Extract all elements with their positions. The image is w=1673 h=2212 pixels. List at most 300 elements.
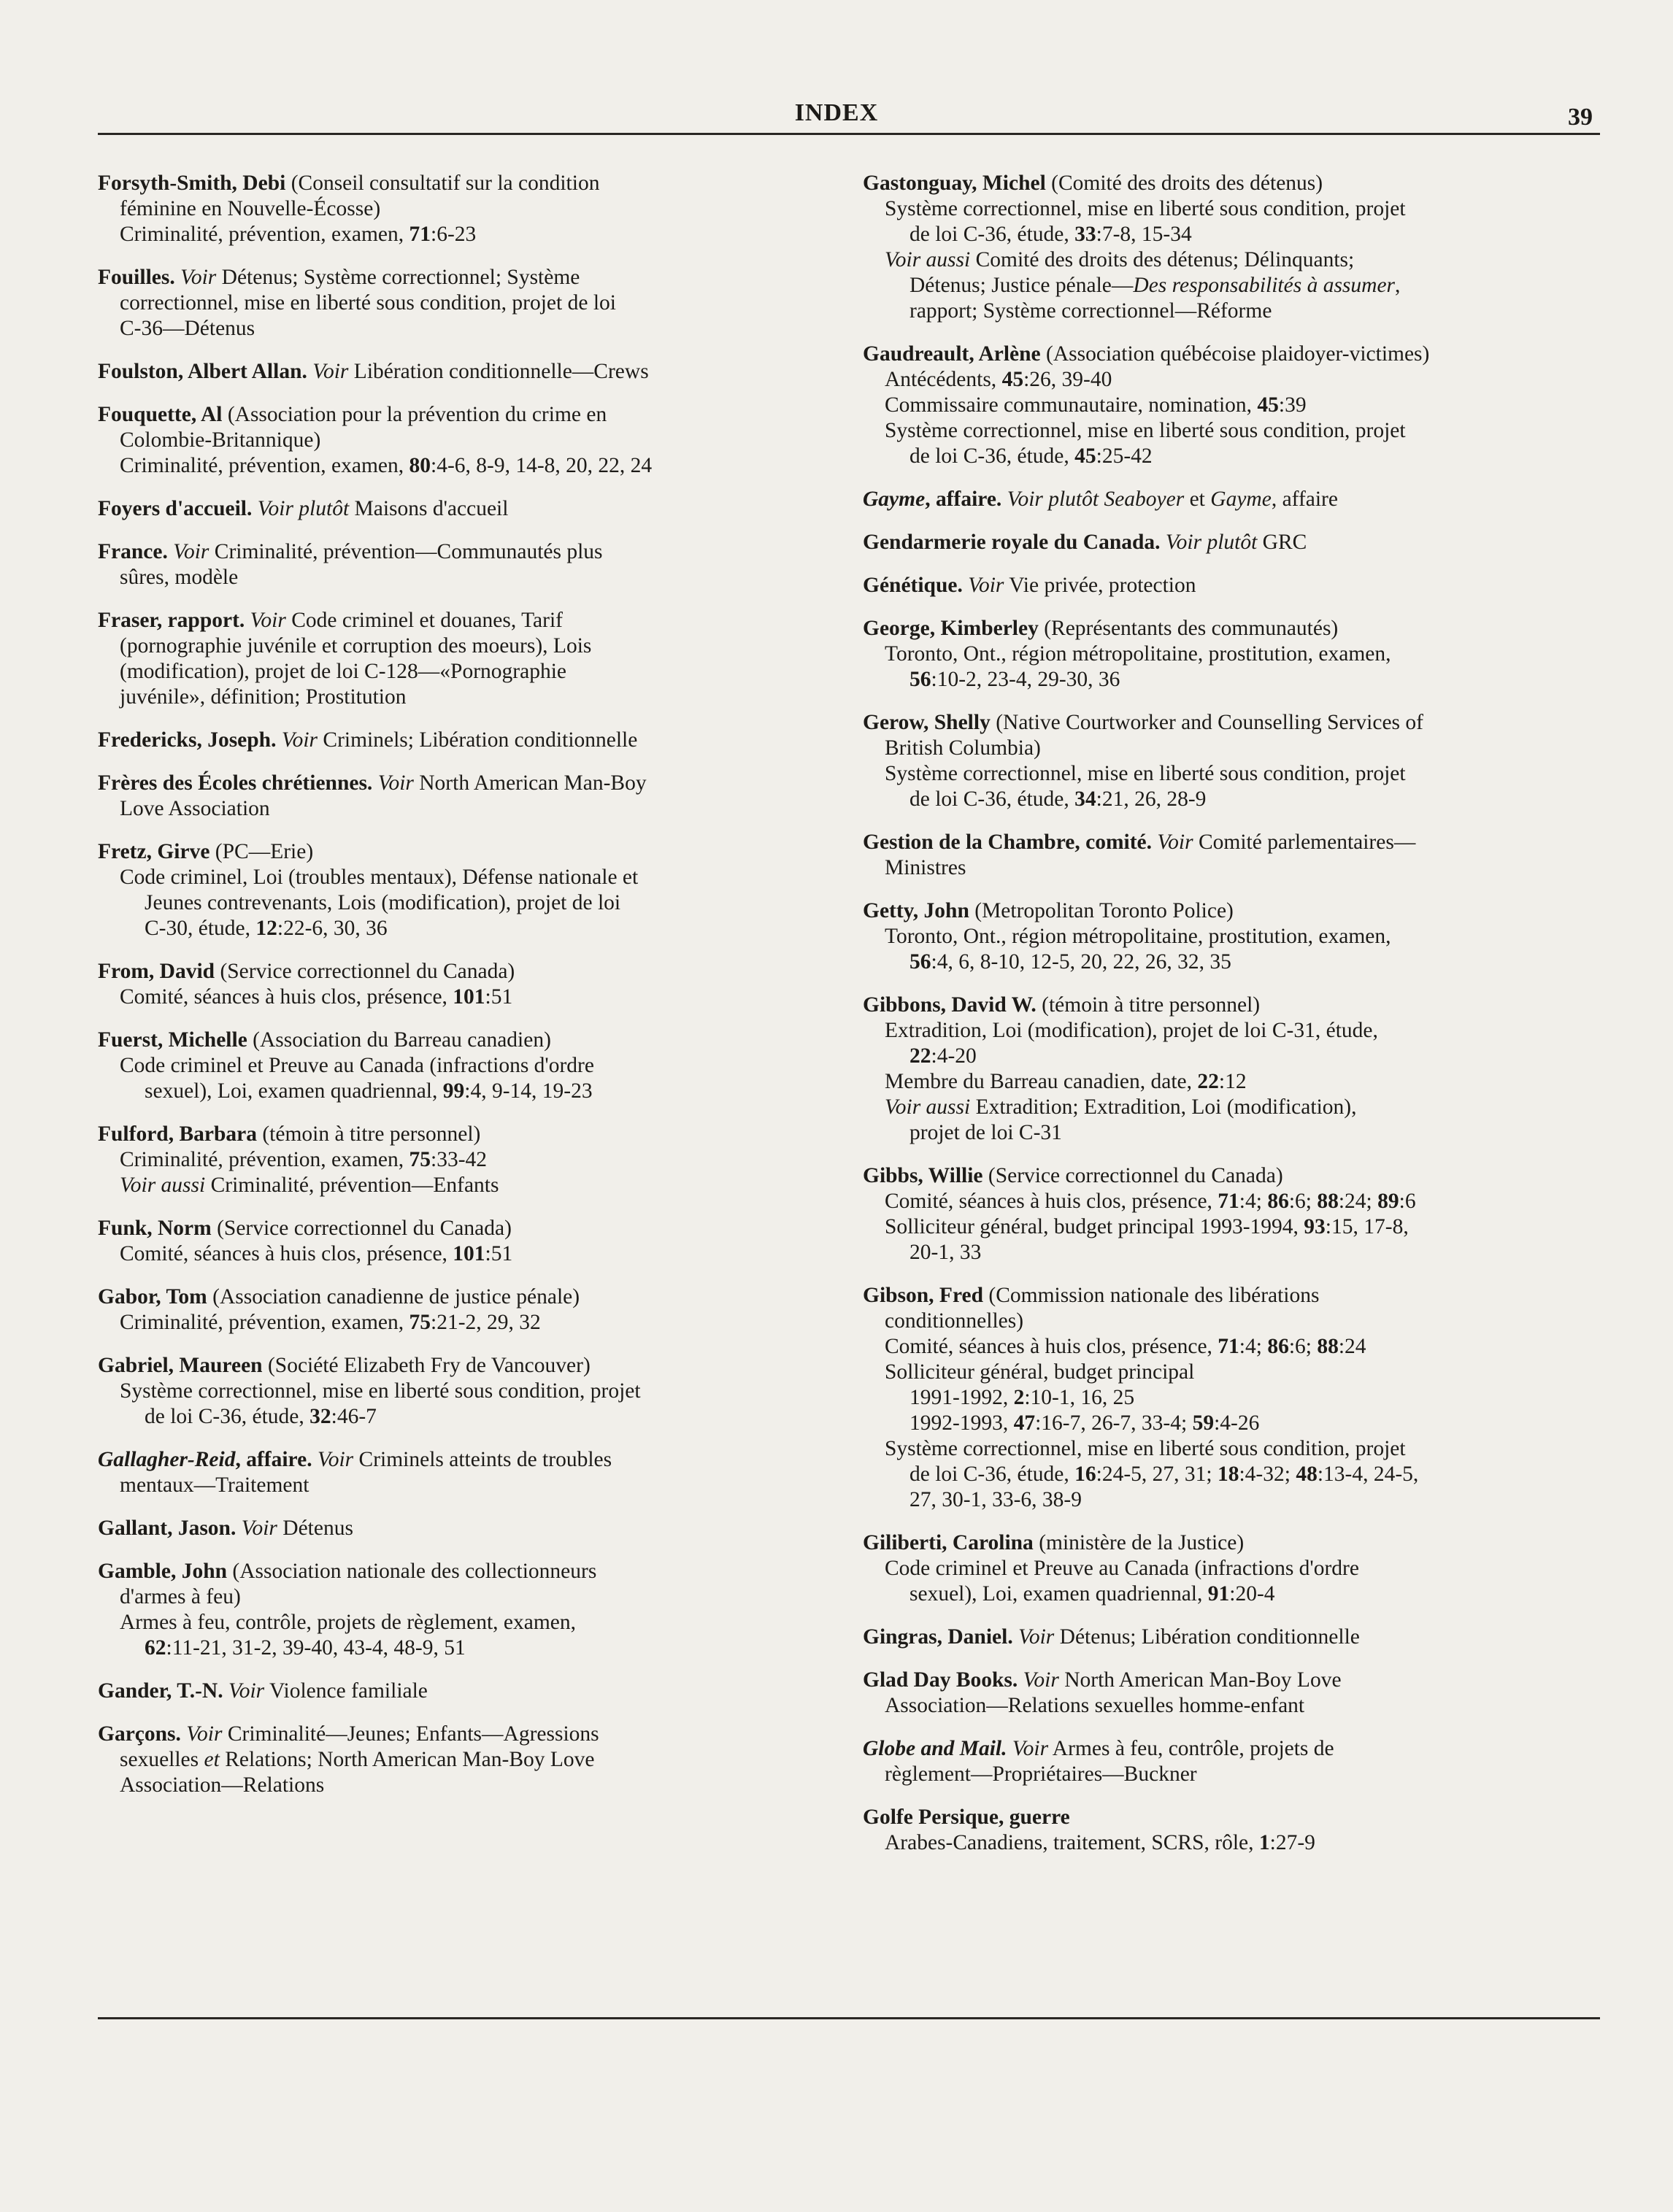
index-text: [312, 1448, 318, 1471]
index-text: Voir: [1012, 1737, 1049, 1760]
index-text: (ministère de la Justice): [1033, 1531, 1245, 1554]
index-entry: [98, 608, 812, 710]
index-text: Voir: [250, 609, 286, 632]
index-line: [863, 855, 1593, 881]
index-text: sexuel), Loi, examen quadriennal,: [145, 1079, 443, 1103]
index-entry: [98, 496, 812, 522]
index-text: (Association québécoise plaidoyer-victimes): [1040, 342, 1430, 366]
index-text: [175, 266, 180, 289]
index-line: [863, 1334, 1593, 1360]
index-text: et: [1184, 488, 1211, 511]
index-text: et: [204, 1748, 220, 1771]
index-text: 1992-1993,: [909, 1411, 1014, 1435]
index-text: Extradition; Extradition, Loi (modification),: [970, 1095, 1357, 1119]
index-text: Gibbons, David W.: [863, 993, 1037, 1017]
index-line: [98, 839, 812, 865]
index-line: [98, 1447, 812, 1473]
index-text: 71: [1218, 1190, 1239, 1213]
index-text: :16-7, 26-7, 33-4;: [1035, 1411, 1193, 1435]
index-text: :27-9: [1269, 1831, 1315, 1854]
index-text: Système correctionnel, mise en liberté sous condition, projet: [885, 197, 1406, 220]
index-text: 33: [1074, 223, 1096, 246]
index-text: (Native Courtworker and Counselling Services of: [990, 711, 1423, 734]
index-text: Maisons d'accueil: [349, 497, 509, 520]
index-line: [98, 959, 812, 984]
index-text: Voir: [317, 1448, 354, 1471]
index-text: North American Man-Boy: [413, 771, 647, 795]
index-text: [252, 497, 257, 520]
page-title: INDEX: [794, 99, 879, 126]
index-line: [98, 984, 812, 1010]
index-text: :4, 6, 8-10, 12-5, 20, 22, 26, 32, 35: [931, 950, 1231, 974]
index-line: [98, 1722, 812, 1747]
index-line: [98, 771, 812, 796]
index-line: [863, 1668, 1593, 1693]
index-text: (pornographie juvénile et corruption des moeurs), Lois: [120, 634, 592, 658]
index-text: :4;: [1239, 1335, 1268, 1358]
index-text: :6-23: [431, 223, 477, 246]
index-line: [98, 796, 812, 822]
index-text: 62: [145, 1636, 166, 1660]
index-line: [98, 1404, 812, 1430]
index-line: [98, 1584, 812, 1610]
index-entry: [98, 1559, 812, 1661]
index-line: [98, 265, 812, 290]
index-text: :6: [1399, 1190, 1416, 1213]
index-line: [98, 171, 812, 196]
index-line: [863, 1411, 1593, 1436]
index-text: Comité, séances à huis clos, présence,: [120, 985, 453, 1009]
index-text: Voir: [1018, 1625, 1055, 1649]
index-text: Système correctionnel, mise en liberté sous condition, projet: [120, 1379, 641, 1403]
index-text: Système correctionnel, mise en liberté sous condition, projet: [885, 762, 1406, 785]
index-line: [98, 1284, 812, 1310]
index-line: [863, 1214, 1593, 1240]
index-text: (témoin à titre personnel): [256, 1122, 481, 1146]
index-text: [1013, 1625, 1018, 1649]
index-line: [863, 367, 1593, 393]
index-entry: [98, 1284, 812, 1336]
index-text: 101: [453, 985, 485, 1009]
index-text: sexuelles: [120, 1748, 204, 1771]
index-text: [276, 728, 281, 752]
index-text: 88: [1317, 1190, 1339, 1213]
index-text: 27, 30-1, 33-6, 38-9: [909, 1488, 1082, 1511]
index-text: juvénile», définition; Prostitution: [120, 685, 407, 709]
index-text: (PC—Erie): [209, 840, 314, 863]
index-text: 47: [1013, 1411, 1036, 1435]
index-line: [863, 1625, 1593, 1650]
index-line: [863, 487, 1593, 512]
index-text: :4-32;: [1239, 1463, 1296, 1486]
index-text: North American Man-Boy Love: [1058, 1668, 1342, 1692]
index-text: Fretz, Girve: [98, 840, 210, 863]
index-line: [863, 1762, 1593, 1787]
index-line: [98, 1516, 812, 1541]
index-text: 22: [1197, 1070, 1219, 1093]
index-text: Des responsabilités à assumer: [1133, 274, 1396, 297]
index-text: Voir aussi: [885, 248, 971, 271]
index-line: [863, 1240, 1593, 1265]
index-line: [863, 222, 1593, 247]
index-line: [98, 1635, 812, 1661]
index-line: [98, 1559, 812, 1584]
index-text: :4;: [1239, 1190, 1268, 1213]
index-line: [863, 1069, 1593, 1095]
index-text: 86: [1267, 1335, 1289, 1358]
index-line: [863, 1556, 1593, 1581]
index-text: Gallant, Jason.: [98, 1517, 236, 1540]
index-entry: [863, 573, 1593, 598]
index-text: Criminalité, prévention—Enfants: [205, 1174, 499, 1197]
index-text: Système correctionnel, mise en liberté sous condition, projet: [885, 419, 1406, 442]
index-line: [98, 685, 812, 710]
index-text: [372, 771, 377, 795]
index-entry: [863, 1668, 1593, 1719]
index-text: (Commission nationale des libérations: [983, 1284, 1320, 1307]
index-line: [863, 1530, 1593, 1556]
index-text: :10-1, 16, 25: [1024, 1386, 1135, 1409]
index-text: 89: [1377, 1190, 1399, 1213]
index-text: :33-42: [431, 1148, 488, 1171]
index-line: [98, 659, 812, 685]
index-text: 45: [1257, 393, 1279, 417]
index-line: [863, 196, 1593, 222]
index-text: 20-1, 33: [909, 1241, 982, 1264]
index-text: Association—Relations: [120, 1773, 325, 1797]
index-text: de loi C-36, étude,: [909, 223, 1075, 246]
index-text: Libération conditionnelle—Crews: [348, 360, 649, 383]
index-text: Gendarmerie royale du Canada.: [863, 531, 1161, 554]
index-text: Criminalité, prévention—Communautés plus: [209, 540, 603, 563]
index-line: [863, 616, 1593, 641]
index-text: France.: [98, 540, 168, 563]
index-text: Jeunes contrevenants, Lois (modification), projet de loi: [145, 891, 621, 914]
index-text: Voir: [186, 1722, 223, 1746]
index-text: Voir: [377, 771, 414, 795]
index-text: Voir: [1023, 1668, 1059, 1692]
index-text: 16: [1074, 1463, 1096, 1486]
index-line: [863, 1385, 1593, 1411]
index-text: Relations; North American Man-Boy Love: [219, 1748, 595, 1771]
index-line: [863, 1018, 1593, 1044]
index-line: [863, 1163, 1593, 1189]
index-text: correctionnel, mise en liberté sous condition, projet de loi: [120, 291, 616, 315]
index-text: règlement—Propriétaires—Buckner: [885, 1762, 1197, 1786]
index-text: mentaux—Traitement: [120, 1473, 309, 1497]
index-text: Frères des Écoles chrétiennes.: [98, 771, 373, 795]
index-text: Voir: [180, 266, 217, 289]
index-text: de loi C-36, étude,: [909, 1463, 1075, 1486]
index-text: :24: [1338, 1335, 1366, 1358]
index-line: [863, 247, 1593, 273]
index-line: [863, 830, 1593, 855]
index-text: Détenus; Système correctionnel; Système: [216, 266, 580, 289]
index-line: [863, 444, 1593, 469]
index-text: GRC: [1257, 531, 1307, 554]
index-line: [98, 1079, 812, 1104]
index-line: [863, 418, 1593, 444]
index-line: [98, 1610, 812, 1635]
index-entry: [863, 530, 1593, 555]
index-entry: [863, 1163, 1593, 1265]
index-text: , affaire: [1271, 488, 1338, 511]
index-text: ,: [1395, 274, 1401, 297]
index-entry: [98, 1679, 812, 1704]
index-text: Comité parlementaires—: [1193, 831, 1416, 854]
index-text: Voir: [228, 1679, 265, 1703]
index-line: [98, 1028, 812, 1053]
index-entry: [863, 1530, 1593, 1607]
index-line: [863, 761, 1593, 787]
index-text: Criminalité, prévention, examen,: [120, 223, 409, 246]
index-text: Fuerst, Michelle: [98, 1028, 247, 1052]
index-text: (Association canadienne de justice pénale): [207, 1285, 580, 1309]
index-text: Solliciteur général, budget principal 1993-1994,: [885, 1215, 1304, 1238]
index-text: Voir plutôt Seaboyer: [1007, 488, 1185, 511]
index-entry: [863, 710, 1593, 812]
index-text: Gibson, Fred: [863, 1284, 984, 1307]
index-entry: [98, 1516, 812, 1541]
index-text: Fraser, rapport.: [98, 609, 245, 632]
index-text: :22-6, 30, 36: [277, 917, 388, 940]
index-entry: [98, 839, 812, 941]
index-text: 12: [255, 917, 277, 940]
index-text: Détenus; Libération conditionnelle: [1054, 1625, 1360, 1649]
index-line: [863, 342, 1593, 367]
index-text: Golfe Persique, guerre: [863, 1806, 1070, 1829]
index-text: conditionnelles): [885, 1309, 1024, 1333]
index-text: Gabor, Tom: [98, 1285, 207, 1309]
index-line: [98, 222, 812, 247]
index-text: :12: [1218, 1070, 1247, 1093]
index-text: Voir aussi: [120, 1174, 206, 1197]
index-text: :51: [485, 985, 513, 1009]
index-text: :20-4: [1229, 1582, 1275, 1606]
index-line: [863, 1487, 1593, 1513]
index-line: [98, 402, 812, 428]
index-text: de loi C-36, étude,: [909, 787, 1075, 811]
index-text: Gayme: [863, 488, 926, 511]
index-line: [863, 736, 1593, 761]
index-column-right: [863, 171, 1593, 1873]
index-line: [863, 298, 1593, 324]
index-entry: [98, 265, 812, 342]
index-text: [236, 1517, 241, 1540]
index-entry: [98, 1216, 812, 1267]
index-line: [98, 1310, 812, 1336]
index-line: [863, 1693, 1593, 1719]
index-text: Association—Relations sexuelles homme-enfant: [885, 1694, 1305, 1717]
index-text: :4-6, 8-9, 14-8, 20, 22, 24: [431, 454, 653, 477]
index-text: Commissaire communautaire, nomination,: [885, 393, 1258, 417]
index-text: [223, 1679, 228, 1703]
index-line: [863, 1436, 1593, 1462]
index-text: Giliberti, Carolina: [863, 1531, 1034, 1554]
index-text: Solliciteur général, budget principal: [885, 1360, 1195, 1384]
index-text: d'armes à feu): [120, 1585, 241, 1608]
index-text: Membre du Barreau canadien, date,: [885, 1070, 1198, 1093]
index-text: (Association pour la prévention du crime en: [222, 403, 607, 426]
index-text: Système correctionnel, mise en liberté sous condition, projet: [885, 1437, 1406, 1460]
index-entry: [863, 993, 1593, 1146]
index-line: [98, 916, 812, 941]
index-line: [863, 1736, 1593, 1762]
index-text: Gander, T.-N.: [98, 1679, 223, 1703]
index-entry: [863, 1625, 1593, 1650]
index-text: 56: [909, 668, 931, 691]
index-line: [98, 728, 812, 753]
index-line: [863, 1581, 1593, 1607]
index-text: Fouilles.: [98, 266, 175, 289]
index-text: (Service correctionnel du Canada): [215, 960, 515, 983]
index-text: Gestion de la Chambre, comité.: [863, 831, 1153, 854]
index-text: (modification), projet de loi C-128—«Pornographie: [120, 660, 566, 683]
index-text: projet de loi C-31: [909, 1121, 1062, 1144]
index-text: de loi C-36, étude,: [909, 444, 1075, 468]
index-text: Gingras, Daniel.: [863, 1625, 1013, 1649]
index-line: [863, 1189, 1593, 1214]
index-text: Détenus: [277, 1517, 353, 1540]
index-text: 75: [409, 1311, 431, 1334]
index-text: 80: [409, 454, 431, 477]
index-text: :6;: [1288, 1190, 1318, 1213]
index-text: 32: [309, 1405, 331, 1428]
index-text: Voir: [1157, 831, 1193, 854]
index-line: [863, 1830, 1593, 1856]
index-text: 22: [909, 1044, 931, 1068]
index-text: :46-7: [331, 1405, 377, 1428]
index-text: Criminalité—Jeunes; Enfants—Agressions: [222, 1722, 599, 1746]
index-line: [98, 1679, 812, 1704]
index-text: (Comité des droits des détenus): [1045, 172, 1323, 195]
index-text: Garçons.: [98, 1722, 181, 1746]
index-text: Toronto, Ont., région métropolitaine, prostitution, examen,: [885, 642, 1391, 666]
index-entry: [98, 1122, 812, 1198]
index-text: Criminalité, prévention, examen,: [120, 1148, 409, 1171]
index-line: [98, 865, 812, 890]
index-line: [863, 924, 1593, 949]
index-column-left: [98, 171, 812, 1816]
index-text: 34: [1074, 787, 1096, 811]
index-text: (Association nationale des collectionneurs: [227, 1560, 597, 1583]
index-text: 101: [453, 1242, 485, 1265]
index-text: Gastonguay, Michel: [863, 172, 1046, 195]
index-text: Code criminel et Preuve au Canada (infractions d'ordre: [885, 1557, 1359, 1580]
index-text: de loi C-36, étude,: [145, 1405, 310, 1428]
index-line: [98, 1379, 812, 1404]
index-line: [863, 273, 1593, 298]
index-text: :4-20: [931, 1044, 977, 1068]
index-line: [863, 1120, 1593, 1146]
index-text: Fredericks, Joseph.: [98, 728, 277, 752]
index-line: [98, 539, 812, 565]
index-text: Voir: [281, 728, 318, 752]
index-text: :25-42: [1096, 444, 1153, 468]
index-line: [98, 290, 812, 316]
index-text: :24;: [1338, 1190, 1378, 1213]
index-entry: [863, 342, 1593, 469]
index-text: 86: [1267, 1190, 1289, 1213]
index-entry: [98, 539, 812, 590]
index-entry: [863, 1736, 1593, 1787]
index-line: [98, 428, 812, 453]
index-text: :51: [485, 1242, 513, 1265]
index-text: (Service correctionnel du Canada): [211, 1217, 512, 1240]
index-text: [1001, 488, 1007, 511]
index-line: [863, 898, 1593, 924]
index-text: Foulston, Albert Allan.: [98, 360, 307, 383]
index-line: [98, 1747, 812, 1773]
index-text: :26, 39-40: [1023, 368, 1112, 391]
index-line: [98, 633, 812, 659]
index-entry: [863, 616, 1593, 693]
index-text: :11-21, 31-2, 39-40, 43-4, 48-9, 51: [166, 1636, 466, 1660]
index-text: Gabriel, Maureen: [98, 1354, 263, 1377]
index-text: Gibbs, Willie: [863, 1164, 983, 1187]
index-text: 18: [1217, 1463, 1239, 1486]
index-text: Criminalité, prévention, examen,: [120, 1311, 409, 1334]
index-line: [863, 949, 1593, 975]
index-text: 48: [1296, 1463, 1318, 1486]
index-text: :6;: [1288, 1335, 1318, 1358]
index-text: Armes à feu, contrôle, projets de règlement, examen,: [120, 1611, 576, 1634]
index-text: Gaudreault, Arlène: [863, 342, 1041, 366]
index-text: , affaire.: [925, 488, 1002, 511]
index-line: [98, 890, 812, 916]
index-text: sûres, modèle: [120, 566, 239, 589]
index-text: 88: [1317, 1335, 1339, 1358]
index-line: [863, 1283, 1593, 1309]
index-text: Toronto, Ont., région métropolitaine, prostitution, examen,: [885, 925, 1391, 948]
index-line: [863, 1095, 1593, 1120]
index-entry: [98, 728, 812, 753]
index-text: Comité, séances à huis clos, présence,: [885, 1335, 1218, 1358]
index-line: [98, 1353, 812, 1379]
index-text: Armes à feu, contrôle, projets de: [1048, 1737, 1334, 1760]
index-entry: [863, 830, 1593, 881]
index-text: Détenus; Justice pénale—: [909, 274, 1134, 297]
index-text: Voir: [312, 360, 349, 383]
index-line: [98, 1053, 812, 1079]
index-text: :4-26: [1214, 1411, 1260, 1435]
index-line: [98, 496, 812, 522]
index-entry: [98, 171, 812, 247]
index-text: féminine en Nouvelle-Écosse): [120, 197, 381, 220]
index-text: 93: [1304, 1215, 1326, 1238]
index-text: Violence familiale: [264, 1679, 428, 1703]
index-entry: [98, 1447, 812, 1498]
index-line: [863, 1462, 1593, 1487]
index-text: :10-2, 23-4, 29-30, 36: [931, 668, 1120, 691]
index-text: Globe and Mail.: [863, 1737, 1007, 1760]
index-text: 71: [1218, 1335, 1239, 1358]
index-text: [1161, 531, 1166, 554]
index-text: Code criminel, Loi (troubles mentaux), Défense nationale et: [120, 866, 639, 889]
index-text: rapport; Système correctionnel—Réforme: [909, 299, 1272, 323]
index-text: Voir: [241, 1517, 277, 1540]
index-text: , affaire.: [235, 1448, 312, 1471]
index-line: [863, 1805, 1593, 1830]
index-line: [98, 1147, 812, 1173]
index-entry: [98, 402, 812, 479]
index-text: Getty, John: [863, 899, 969, 922]
index-text: Gayme: [1210, 488, 1272, 511]
index-text: 75: [409, 1148, 431, 1171]
index-text: 2: [1013, 1386, 1025, 1409]
index-text: Gerow, Shelly: [863, 711, 991, 734]
index-text: Extradition, Loi (modification), projet de loi C-31, étude,: [885, 1019, 1378, 1042]
